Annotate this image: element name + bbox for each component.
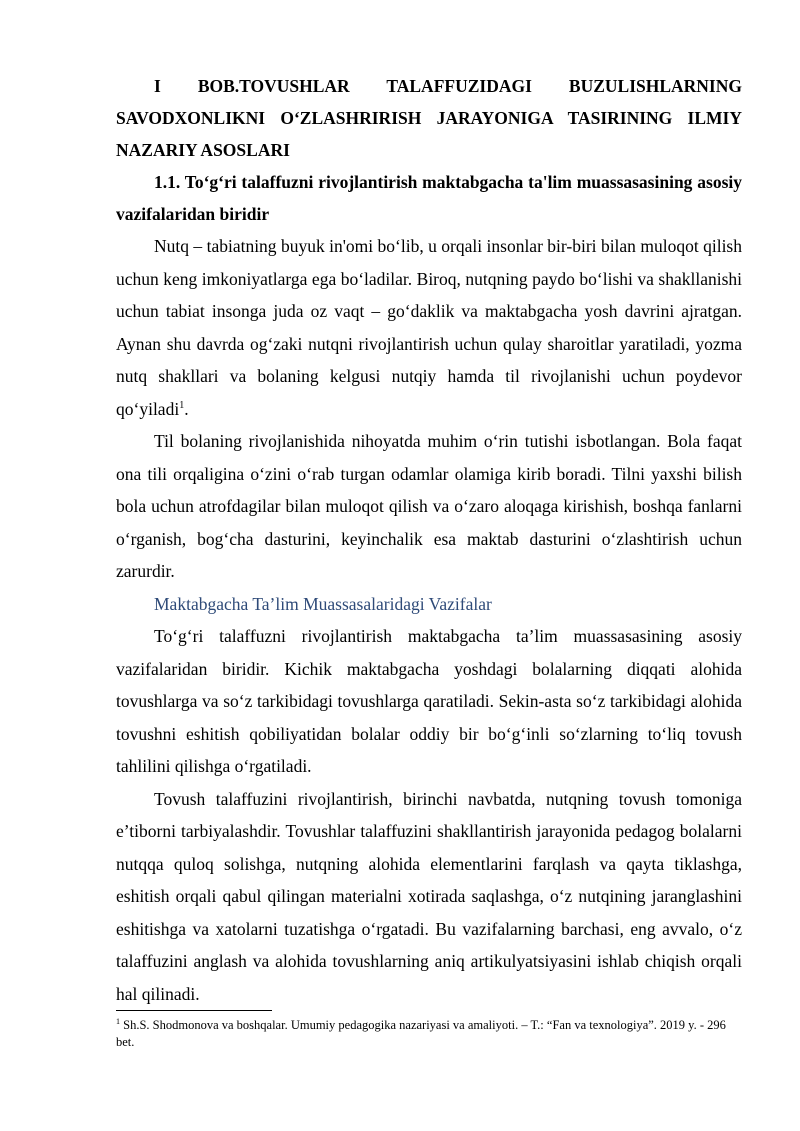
paragraph-3: To‘g‘ri talaffuzni rivojlantirish maktabgacha ta’lim muassasasining asosiy vazifalaridan biridir. Kichik maktabgacha yoshdagi bolalarning diqqati alohida tovushlarga va so‘z tarkibidagi tovushlarga qaratiladi. Sekin-asta so‘z tarkibidagi alohida tovushni eshitish qobiliyatidan bolalar oddiy bir bo‘g‘inli so‘zlarning to‘liq tovush tahlilini qilishga o‘rgatiladi. (116, 626, 742, 776)
paragraph-1-text: Nutq – tabiatning buyuk in'omi bo‘lib, u orqali insonlar bir-biri bilan muloqot qilish uchun keng imkoniyatlarga ega bo‘ladilar. Biroq, nutqning paydo bo‘lishi va shakllanishi uchun tabiat insonga juda oz vaqt – go‘daklik va maktabgacha yosh davrini ajratgan. Aynan shu davrda og‘zaki nutqni rivojlantirish uchun qulay sharoitlar yaratiladi, yozma nutq shakllari va bolaning kelgusi nutqiy hamda til rivojlanishi uchun poydevor qo‘yiladi (116, 236, 742, 419)
footnote-reference[interactable]: 1 (179, 399, 185, 411)
footnote (116, 1017, 742, 1051)
paragraph-1-tail: . (184, 398, 189, 419)
chapter-title: I BOB.TOVUSHLAR TALAFFUZIDAGI BUZULISHLARNING SAVODXONLIKNI O‘ZLASHRIRISH JARAYONIGA TASIRINING ILMIY NAZARIY ASOSLARI (116, 76, 742, 160)
footnote-separator (116, 1010, 272, 1011)
footnote-text: Sh.S. Shodmonova va boshqalar. Umumiy pedagogika nazariyasi va amaliyoti. – T.: “Fan va texnologiya”. 2019 y. - 296 bet. (116, 1018, 726, 1049)
footnote-marker: 1 (116, 1016, 120, 1026)
paragraph-2: Til bolaning rivojlanishida nihoyatda muhim o‘rin tutishi isbotlangan. Bola faqat ona tili orqaligina o‘zini o‘rab turgan odamlar olamiga kirib boradi. Tilni yaxshi bilish bola uchun atrofdagilar bilan muloqot qilish va o‘zaro aloqaga kirishish, boshqa fanlarni o‘rganish, bog‘cha dasturini, keyinchalik esa maktab dasturini o‘zlashtirish uchun zarurdir. (116, 431, 742, 581)
paragraph-1 (116, 230, 742, 425)
section-title: 1.1. To‘g‘ri talaffuzni rivojlantirish maktabgacha ta'lim muassasasining asosiy vazifalaridan biridir (116, 172, 742, 224)
subheading: Maktabgacha Ta’lim Muassasalaridagi Vazifalar (154, 593, 492, 614)
paragraph-4: Tovush talaffuzini rivojlantirish, birinchi navbatda, nutqning tovush tomoniga e’tiborni tarbiyalashdir. Tovushlar talaffuzini shakllantirish jarayonida pedagog bolalarni nutqqa quloq solishga, nutqning alohida elementlarini farqlash va qayta tiklashga, eshitish orqali qabul qilingan materialni xotirada saqlashga, o‘z nutqining jaranglashini eshitishga va xatolarni tuzatishga o‘rgatadi. Bu vazifalarning barchasi, eng avvalo, o‘z talaffuzini anglash va alohida tovushlarning aniq artikulyatsiyasini ishlab chiqish orqali hal qilinadi. (116, 788, 742, 1004)
document-body (116, 70, 742, 1010)
